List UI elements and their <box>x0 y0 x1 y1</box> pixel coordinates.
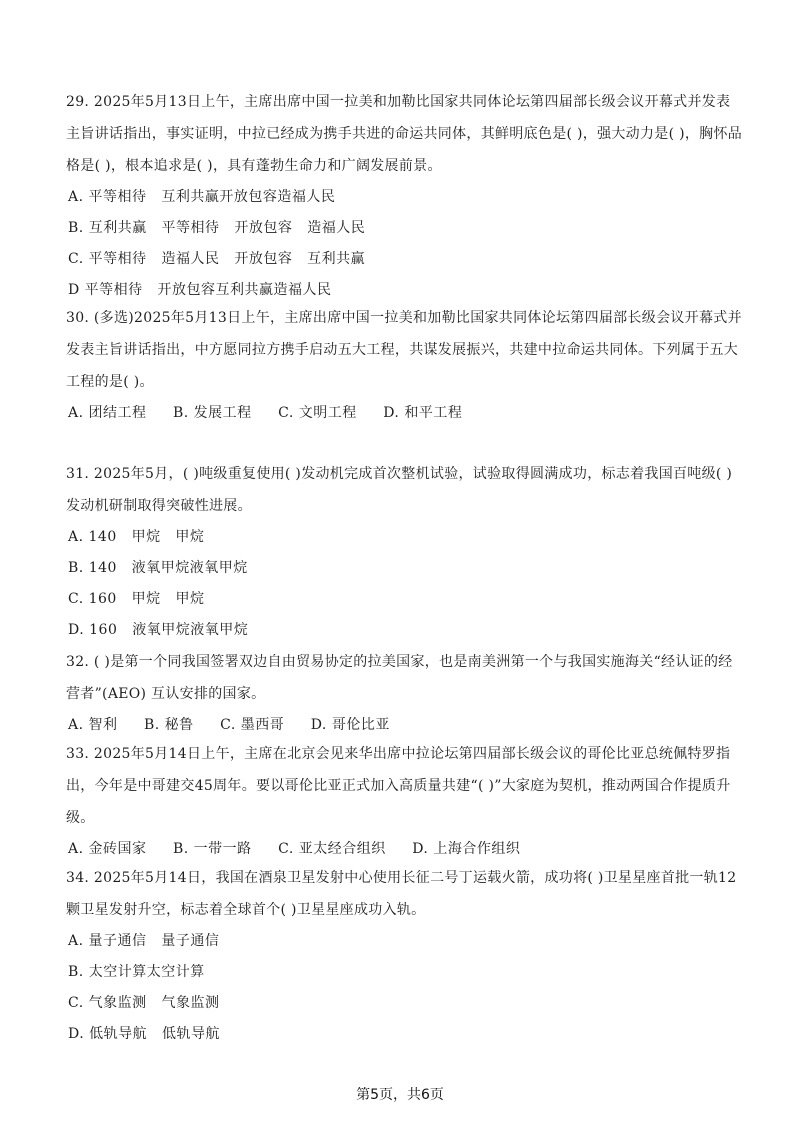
question-stem: 30. (多选)2025年5月13日上午，主席出席中国一拉美和加勒比国家共同体论坛第四届部长级会议开幕式并发表主旨讲话指出，中方愿同拉方携手启动五大工程，共谋发展振兴，共建中拉命运共同体。下列属于五大工程的是( )。 <box>66 310 742 390</box>
option-d: D. 160 液氧甲烷液氧甲烷 <box>68 622 249 638</box>
option-c: C. 文明工程 <box>278 405 357 421</box>
question-stem: 31. 2025年5月，( )吨级重复使用( )发动机完成首次整机试验，试验取得圆满成功，标志着我国百吨级( )发动机研制取得突破性进展。 <box>66 466 733 514</box>
options-row <box>64 398 744 429</box>
option-a: A. 金砖国家 <box>68 841 147 857</box>
question-31 <box>64 458 744 646</box>
question-30 <box>64 302 744 429</box>
option-a: A. 平等相待 互利共赢开放包容造福人民 <box>68 189 336 205</box>
option-d: D. 上海合作组织 <box>412 841 521 857</box>
question-29 <box>64 86 744 306</box>
option-d: D. 低轨导航 低轨导航 <box>68 1026 220 1042</box>
option-b: B. 一带一路 <box>172 841 252 857</box>
option-b: B. 互利共赢 平等相待 开放包容 造福人民 <box>68 220 366 236</box>
question-stem: 33. 2025年5月14日上午，主席在北京会见来华出席中拉论坛第四届部长级会议的哥伦比亚总统佩特罗指出，今年是中哥建交45周年。要以哥伦比亚正式加入高质量共建“( )”大家庭为契机，推动两国合作提质升级。 <box>66 746 731 826</box>
page-number-footer: 第5页，共6页 <box>356 1087 444 1103</box>
question-32 <box>64 646 744 741</box>
option-c: C. 160 甲烷 甲烷 <box>68 591 205 607</box>
question-stem: 32. ( )是第一个同我国签署双边自由贸易协定的拉美国家，也是南美洲第一个与我国实施海关“经认证的经营者”(AEO) 互认安排的国家。 <box>66 654 733 702</box>
option-c: C. 气象监测 气象监测 <box>68 995 220 1011</box>
option-a: A. 140 甲烷 甲烷 <box>68 529 205 545</box>
question-stem: 29. 2025年5月13日上午，主席出席中国一拉美和加勒比国家共同体论坛第四届部长级会议开幕式并发表主旨讲话指出，事实证明，中拉已经成为携手共进的命运共同体，其鲜明底色是( )，强大动力是( )，胸怀品格是( )，根本追求是( )，具有蓬勃生命力和广阔发展前景。 <box>66 94 743 174</box>
option-c: C. 亚太经合组织 <box>278 841 386 857</box>
question-stem: 34. 2025年5月14日，我国在酒泉卫星发射中心使用长征二号丁运载火箭，成功将( )卫星星座首批一轨12颗卫星发射升空，标志着全球首个( )卫星星座成功入轨。 <box>66 870 737 918</box>
option-a: A. 团结工程 <box>68 405 147 421</box>
options-row <box>64 834 744 865</box>
question-34 <box>64 862 744 1050</box>
option-c: C. 平等相待 造福人民 开放包容 互利共赢 <box>68 251 366 267</box>
options-row <box>64 710 744 741</box>
option-b: B. 140 液氧甲烷液氧甲烷 <box>68 560 248 576</box>
option-a: A. 量子通信 量子通信 <box>68 933 220 949</box>
question-33 <box>64 738 744 865</box>
option-b: B. 发展工程 <box>172 405 252 421</box>
option-d: D. 哥伦比亚 <box>310 717 390 733</box>
option-d: D. 和平工程 <box>383 405 463 421</box>
option-a: A. 智利 <box>68 717 118 733</box>
option-b: B. 秘鲁 <box>143 717 194 733</box>
option-c: C. 墨西哥 <box>220 717 285 733</box>
option-d: D 平等相待 开放包容互利共赢造福人民 <box>68 282 332 298</box>
option-b: B. 太空计算太空计算 <box>68 964 205 980</box>
